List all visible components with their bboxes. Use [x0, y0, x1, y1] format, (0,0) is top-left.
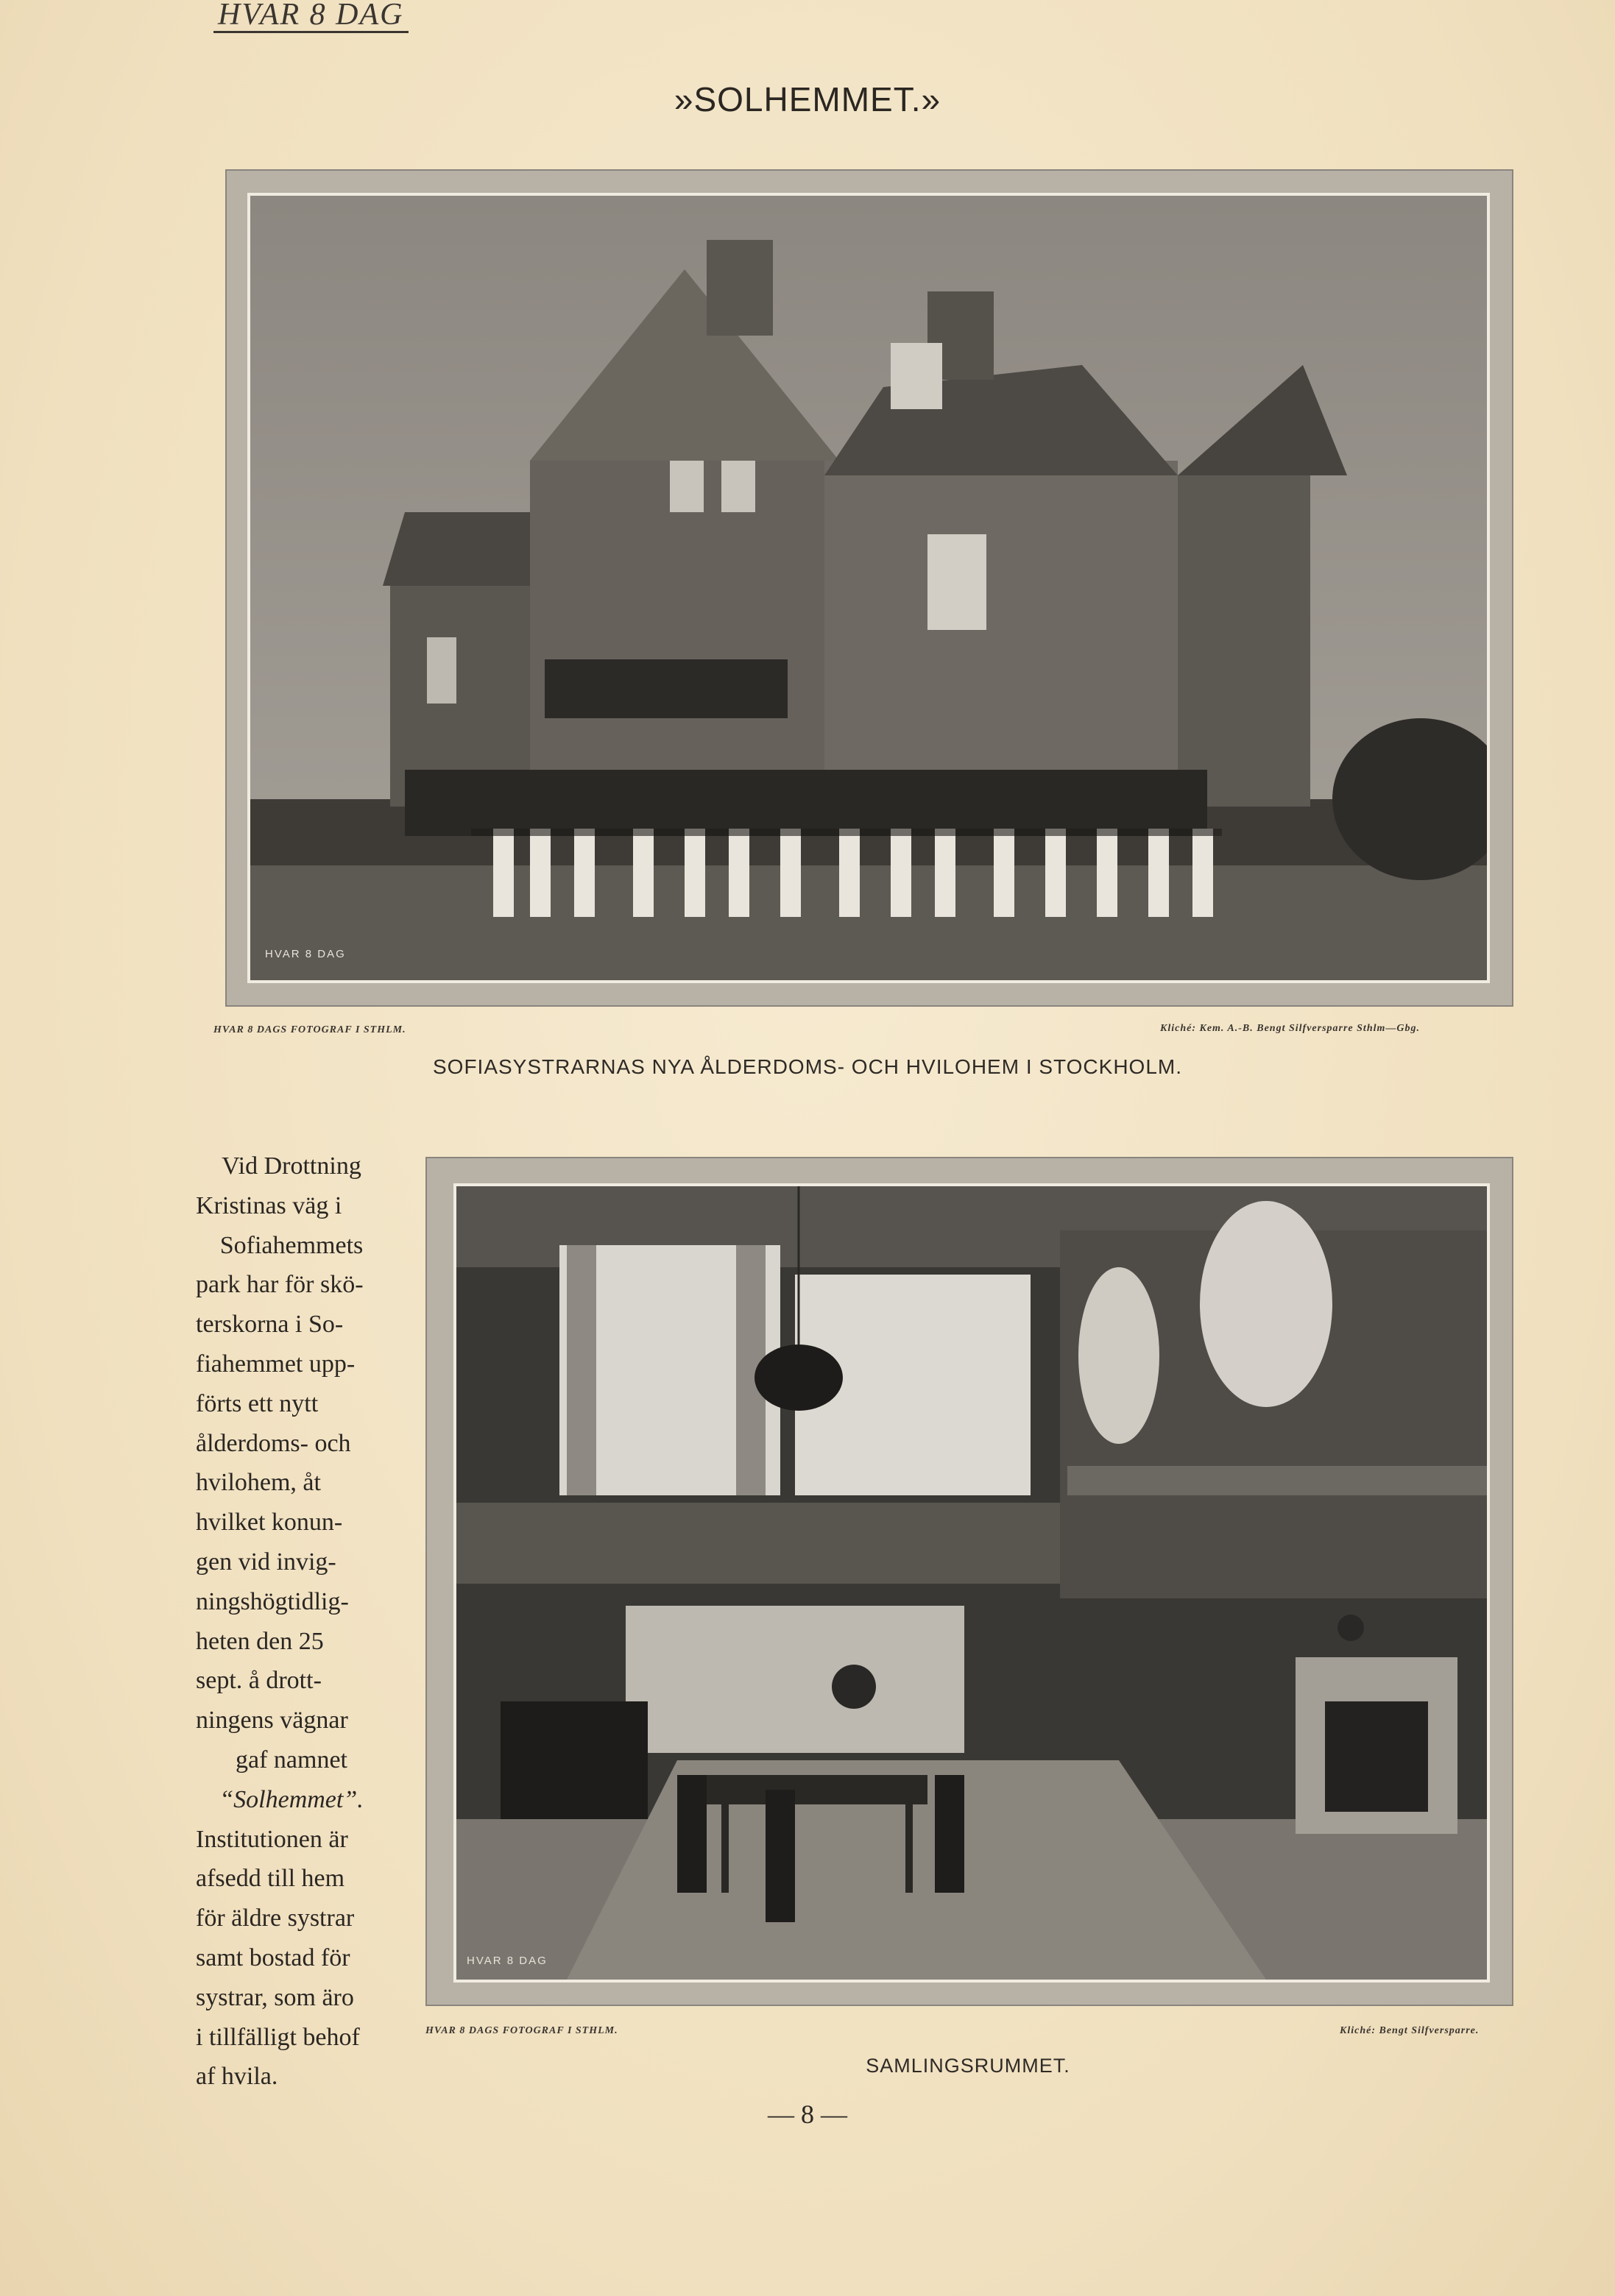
article-line: “Solhemmet”.	[219, 1785, 364, 1813]
article-line: sept. å drott-	[196, 1667, 322, 1695]
article-line: Kristinas väg i	[196, 1191, 342, 1219]
article-line: hvilket konun-	[196, 1509, 343, 1537]
photo-interior-mount	[425, 1157, 1513, 2006]
article-line: afsedd till hem	[196, 1865, 345, 1893]
article-text	[196, 1147, 387, 2097]
article-line: för äldre systrar	[196, 1905, 355, 1932]
article-line: gaf namnet	[236, 1746, 347, 1774]
article-line: park har för skö-	[196, 1271, 364, 1299]
page-title: »SOLHEMMET.»	[674, 80, 941, 118]
photo-exterior-credit-right: Kliché: Kem. A.-B. Bengt Silfversparre Sthlm—Gbg.	[1160, 1023, 1420, 1034]
article-line: hvilohem, åt	[196, 1469, 321, 1497]
photo-exterior	[247, 193, 1490, 983]
article-line: ningshögtidlig-	[196, 1587, 349, 1615]
article-line: gen vid invig-	[196, 1548, 336, 1576]
photo-interior-image	[456, 1186, 1487, 1980]
photo-interior-credit-right: Kliché: Bengt Silfversparre.	[1340, 2025, 1480, 2036]
article-line: i tillfälligt behof	[196, 2023, 360, 2051]
article-line: Vid Drottning	[222, 1152, 361, 1180]
photo-exterior-caption: SOFIASYSTRARNAS NYA ÅLDERDOMS- OCH HVILOHEM I STOCKHOLM.	[432, 1055, 1183, 1078]
article-line: förts ett nytt	[196, 1389, 319, 1417]
photo-exterior-credit-left: HVAR 8 DAGS FOTOGRAF I STHLM.	[213, 1024, 406, 1035]
photo-interior-stamp: HVAR 8 DAG	[467, 1955, 548, 1967]
article-line: samt bostad för	[196, 1944, 350, 1971]
photo-interior	[453, 1183, 1490, 1983]
article-line: systrar, som äro	[196, 1983, 354, 2011]
photo-exterior-stamp: HVAR 8 DAG	[265, 948, 346, 960]
article-line: terskorna i So-	[196, 1311, 344, 1339]
article-line: Institutionen är	[196, 1825, 348, 1853]
article-line: af hvila.	[196, 2063, 278, 2091]
photo-interior-caption: SAMLINGSRUMMET.	[866, 2055, 1070, 2077]
masthead: HVAR 8 DAG	[213, 0, 409, 33]
page-number: — 8 —	[768, 2100, 847, 2129]
article-line: fiahemmet upp-	[196, 1350, 356, 1378]
photo-exterior-image	[250, 196, 1487, 980]
article-line: Sofiahemmets	[219, 1231, 364, 1259]
article-line: heten den 25	[196, 1627, 324, 1655]
photo-interior-credit-left: HVAR 8 DAGS FOTOGRAF I STHLM.	[425, 2025, 618, 2036]
article-line: ålderdoms- och	[196, 1429, 351, 1457]
article-line: ningens vägnar	[196, 1707, 348, 1735]
photo-exterior-mount	[225, 169, 1513, 1007]
